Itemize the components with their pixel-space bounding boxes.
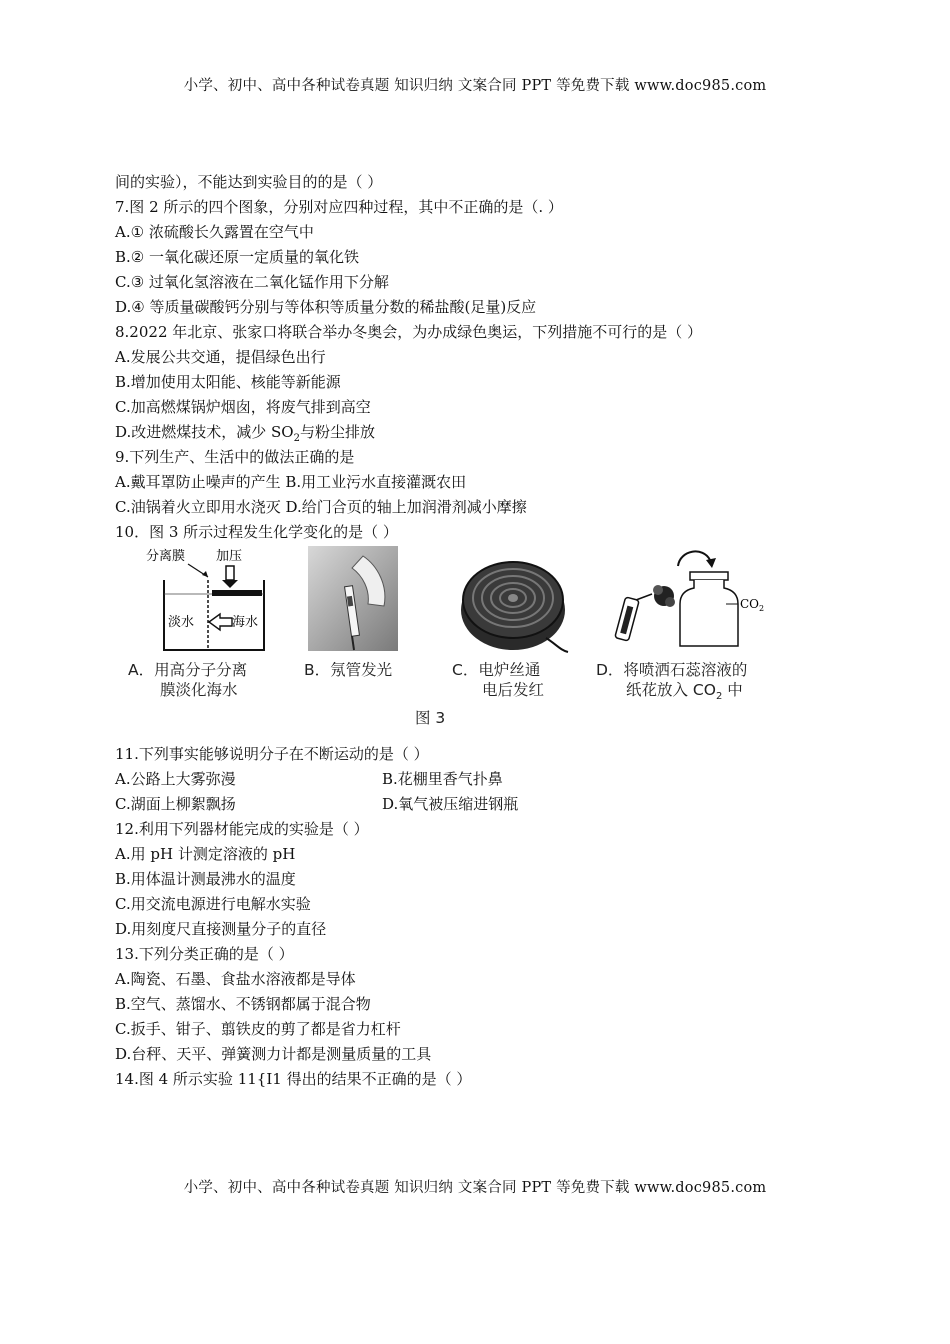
figure-3b-neon-tube — [308, 546, 398, 651]
sea-water-label: 海水 — [232, 615, 259, 630]
figure-3b-caption: B．氖管发光 — [304, 661, 393, 679]
question-13-option-b: B.空气、蒸馏水、不锈钢都属于混合物 — [115, 995, 371, 1013]
membrane-label: 分离膜 — [146, 549, 186, 564]
figure-3a-caption: A．用高分子分离 膜淡化海水 — [128, 661, 248, 699]
question-8-stem: 8.2022 年北京、张家口将联合举办冬奥会，为办成绿色奥运，下列措施不可行的是（ ） — [115, 323, 703, 341]
question-11-option-d: D.氧气被压缩进钢瓶 — [382, 795, 519, 813]
question-11-option-c: C.湖面上柳絮飘扬 — [115, 795, 236, 813]
text-line: 间的实验），不能达到实验目的的是（ ） — [115, 173, 383, 191]
page-footer: 小学、初中、高中各种试卷真题 知识归纳 文案合同 PPT 等免费下载 www.doc985.com — [183, 1180, 767, 1196]
question-12-option-b: B.用体温计测最沸水的温度 — [115, 870, 296, 888]
question-block-bottom — [115, 742, 835, 1092]
question-9-options-cd: C.油锅着火立即用水浇灭 D.给门合页的轴上加润滑剂减小摩擦 — [115, 498, 527, 516]
question-7-option-a: A.① 浓硫酸长久露置在空气中 — [115, 223, 314, 241]
question-13-option-a: A.陶瓷、石墨、食盐水溶液都是导体 — [115, 970, 356, 988]
question-9-options-ab: A.戴耳罩防止噪声的产生 B.用工业污水直接灌溉农田 — [115, 473, 467, 491]
figure-3a-desalination — [146, 542, 276, 657]
question-11-options-row-2 — [115, 792, 835, 817]
figure-3d-co2-bottle — [608, 546, 768, 656]
question-11-option-a: A.公路上大雾弥漫 — [115, 770, 236, 788]
question-8-option-d: D.改进燃煤技术，减少 $SO_2$与粉尘排放 — [115, 423, 375, 444]
question-8-option-b: B.增加使用太阳能、核能等新能源 — [115, 373, 341, 391]
question-8-option-a: A.发展公共交通，提倡绿色出行 — [115, 348, 326, 366]
question-11-stem: 11.下列事实能够说明分子在不断运动的是（ ） — [115, 745, 429, 763]
question-13-option-d: D.台秤、天平、弹簧测力计都是测量质量的工具 — [115, 1045, 432, 1063]
question-13-option-c: C.扳手、钳子、翦铁皮的剪了都是省力杠杆 — [115, 1020, 401, 1038]
question-9-stem: 9.下列生产、生活中的做法正确的是 — [115, 448, 355, 466]
question-12-option-c: C.用交流电源进行电解水实验 — [115, 895, 311, 913]
co2-label: $CO_2$ — [740, 597, 765, 613]
question-12-option-a: A.用 pH 计测定溶液的 pH — [115, 845, 296, 863]
question-7-option-d: D.④ 等质量碳酸钙分别与等体积等质量分数的稀盐酸(足量)反应 — [115, 298, 537, 316]
question-7-option-c: C.③ 过氧化氢溶液在二氧化锰作用下分解 — [115, 273, 389, 291]
question-10-stem: 10．图 3 所示过程发生化学变化的是（ ） — [115, 523, 398, 541]
fresh-water-label: 淡水 — [168, 615, 195, 630]
question-8-option-c: C.加高燃煤锅炉烟囱，将废气排到高空 — [115, 398, 371, 416]
figure-3-label: 图 3 — [415, 709, 446, 727]
question-12-option-d: D.用刻度尺直接测量分子的直径 — [115, 920, 327, 938]
question-12-stem: 12.利用下列器材能完成的实验是（ ） — [115, 820, 369, 838]
figure-3d-caption: D．将喷洒石蕊溶液的 纸花放入 $CO_2$ 中 — [596, 661, 748, 703]
question-block-top — [115, 170, 835, 545]
question-7-stem: 7.图 2 所示的四个图象，分别对应四种过程，其中不正确的是（. ） — [115, 198, 563, 216]
question-11-options-row-1 — [115, 767, 835, 792]
figure-3 — [118, 542, 788, 722]
question-14-stem: 14.图 4 所示实验 11{I1 得出的结果不正确的是（ ） — [115, 1070, 472, 1088]
question-7-option-b: B.② 一氧化碳还原一定质量的氧化铁 — [115, 248, 360, 266]
pressure-label: 加压 — [216, 549, 243, 564]
question-11-option-b: B.花棚里香气扑鼻 — [382, 770, 503, 788]
page-header: 小学、初中、高中各种试卷真题 知识归纳 文案合同 PPT 等免费下载 www.doc985.com — [183, 78, 767, 94]
figure-3c-caption: C．电炉丝通 电后发红 — [452, 661, 545, 699]
figure-3c-electric-stove — [456, 548, 571, 658]
question-13-stem: 13.下列分类正确的是（ ） — [115, 945, 294, 963]
